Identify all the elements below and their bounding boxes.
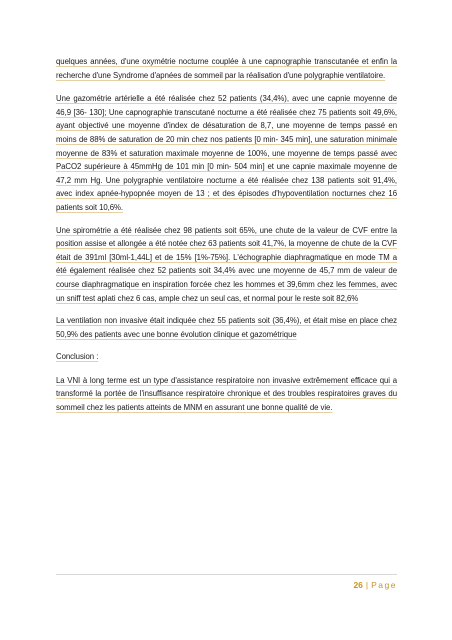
page-footer: [353, 580, 397, 590]
conclusion-heading: Conclusion :: [56, 352, 99, 362]
paragraph-ventilation: La ventilation non invasive était indiquée chez 55 patients soit (36,4%), et était mise en place chez 50,9% des patients avec une bonne évolution clinique et gazométrique: [56, 316, 397, 339]
paragraph-conclusion: La VNI à long terme est un type d'assistance respiratoire non invasive extrêmement efficace qui a transformé la portée de l'insuffisance respiratoire chronique et des troubles respiratoires graves du sommeil chez les patients atteints de MNM en assurant une bonne qualité de vie.: [56, 375, 397, 413]
footer-separator: |: [365, 580, 369, 590]
page-number: 26: [353, 580, 363, 590]
paragraph-spirometry-echography: Une spirométrie a été réalisée chez 98 patients soit 65%, une chute de la valeur de CVF entre la position assise et allongée a été notée chez 63 patients soit 41,7%, la moyenne de chute de la CVF était de 391ml [30ml-1,44L] et de 15% [1%-75%]. L'échographie diaphragmatique en mode TM a été également réalisée chez 52 patients soit 34,4% avec une moyenne de 45,7 mm de valeur de course diaphragmatique en inspiration forcée chez les hommes et 39,6mm chez les femmes, avec un sniff test aplati chez 6 cas, ample chez un seul cas, et normal pour le reste soit 82,6%: [56, 225, 397, 303]
footer-divider: [56, 574, 397, 575]
body-text: [56, 55, 397, 415]
page-label: Page: [371, 580, 397, 590]
paragraph-gazometry-capnography: Une gazométrie artérielle a été réalisée chez 52 patients (34,4%), avec une capnie moyenne de 46,9 [36- 130]; Une capnographie transcutané nocturne a été réalisée chez 75 patients soit 49,6%, ayant objectivé une moyenne d'index de désaturation de 8,7, une moyenne de temps passé en moins de 88% de saturation de 20 min chez nos patients [0 min- 345 min], une saturation minimale moyenne de 83% et saturation maximale moyenne de 100%, une moyenne de temps passé avec PaCO2 supérieure à 45mmHg de 101 min [0 min- 504 min] et une capnie maximale moyenne de 47,2 mm Hg. Une polygraphie ventilatoire nocturne a été réalisée chez 138 patients soit 91,4%, avec index apnée-hypopnée moyen de 13 ; et des épisodes d'hypoventilation nocturnes chez 16 patients soit 10,6%.: [56, 94, 397, 212]
paragraph-methods-continued: quelques années, d'une oxymétrie nocturne couplée à une capnographie transcutanée et enfin la recherche d'une Syndrome d'apnées de sommeil par la réalisation d'une polygraphie ventilatoire.: [56, 57, 397, 80]
